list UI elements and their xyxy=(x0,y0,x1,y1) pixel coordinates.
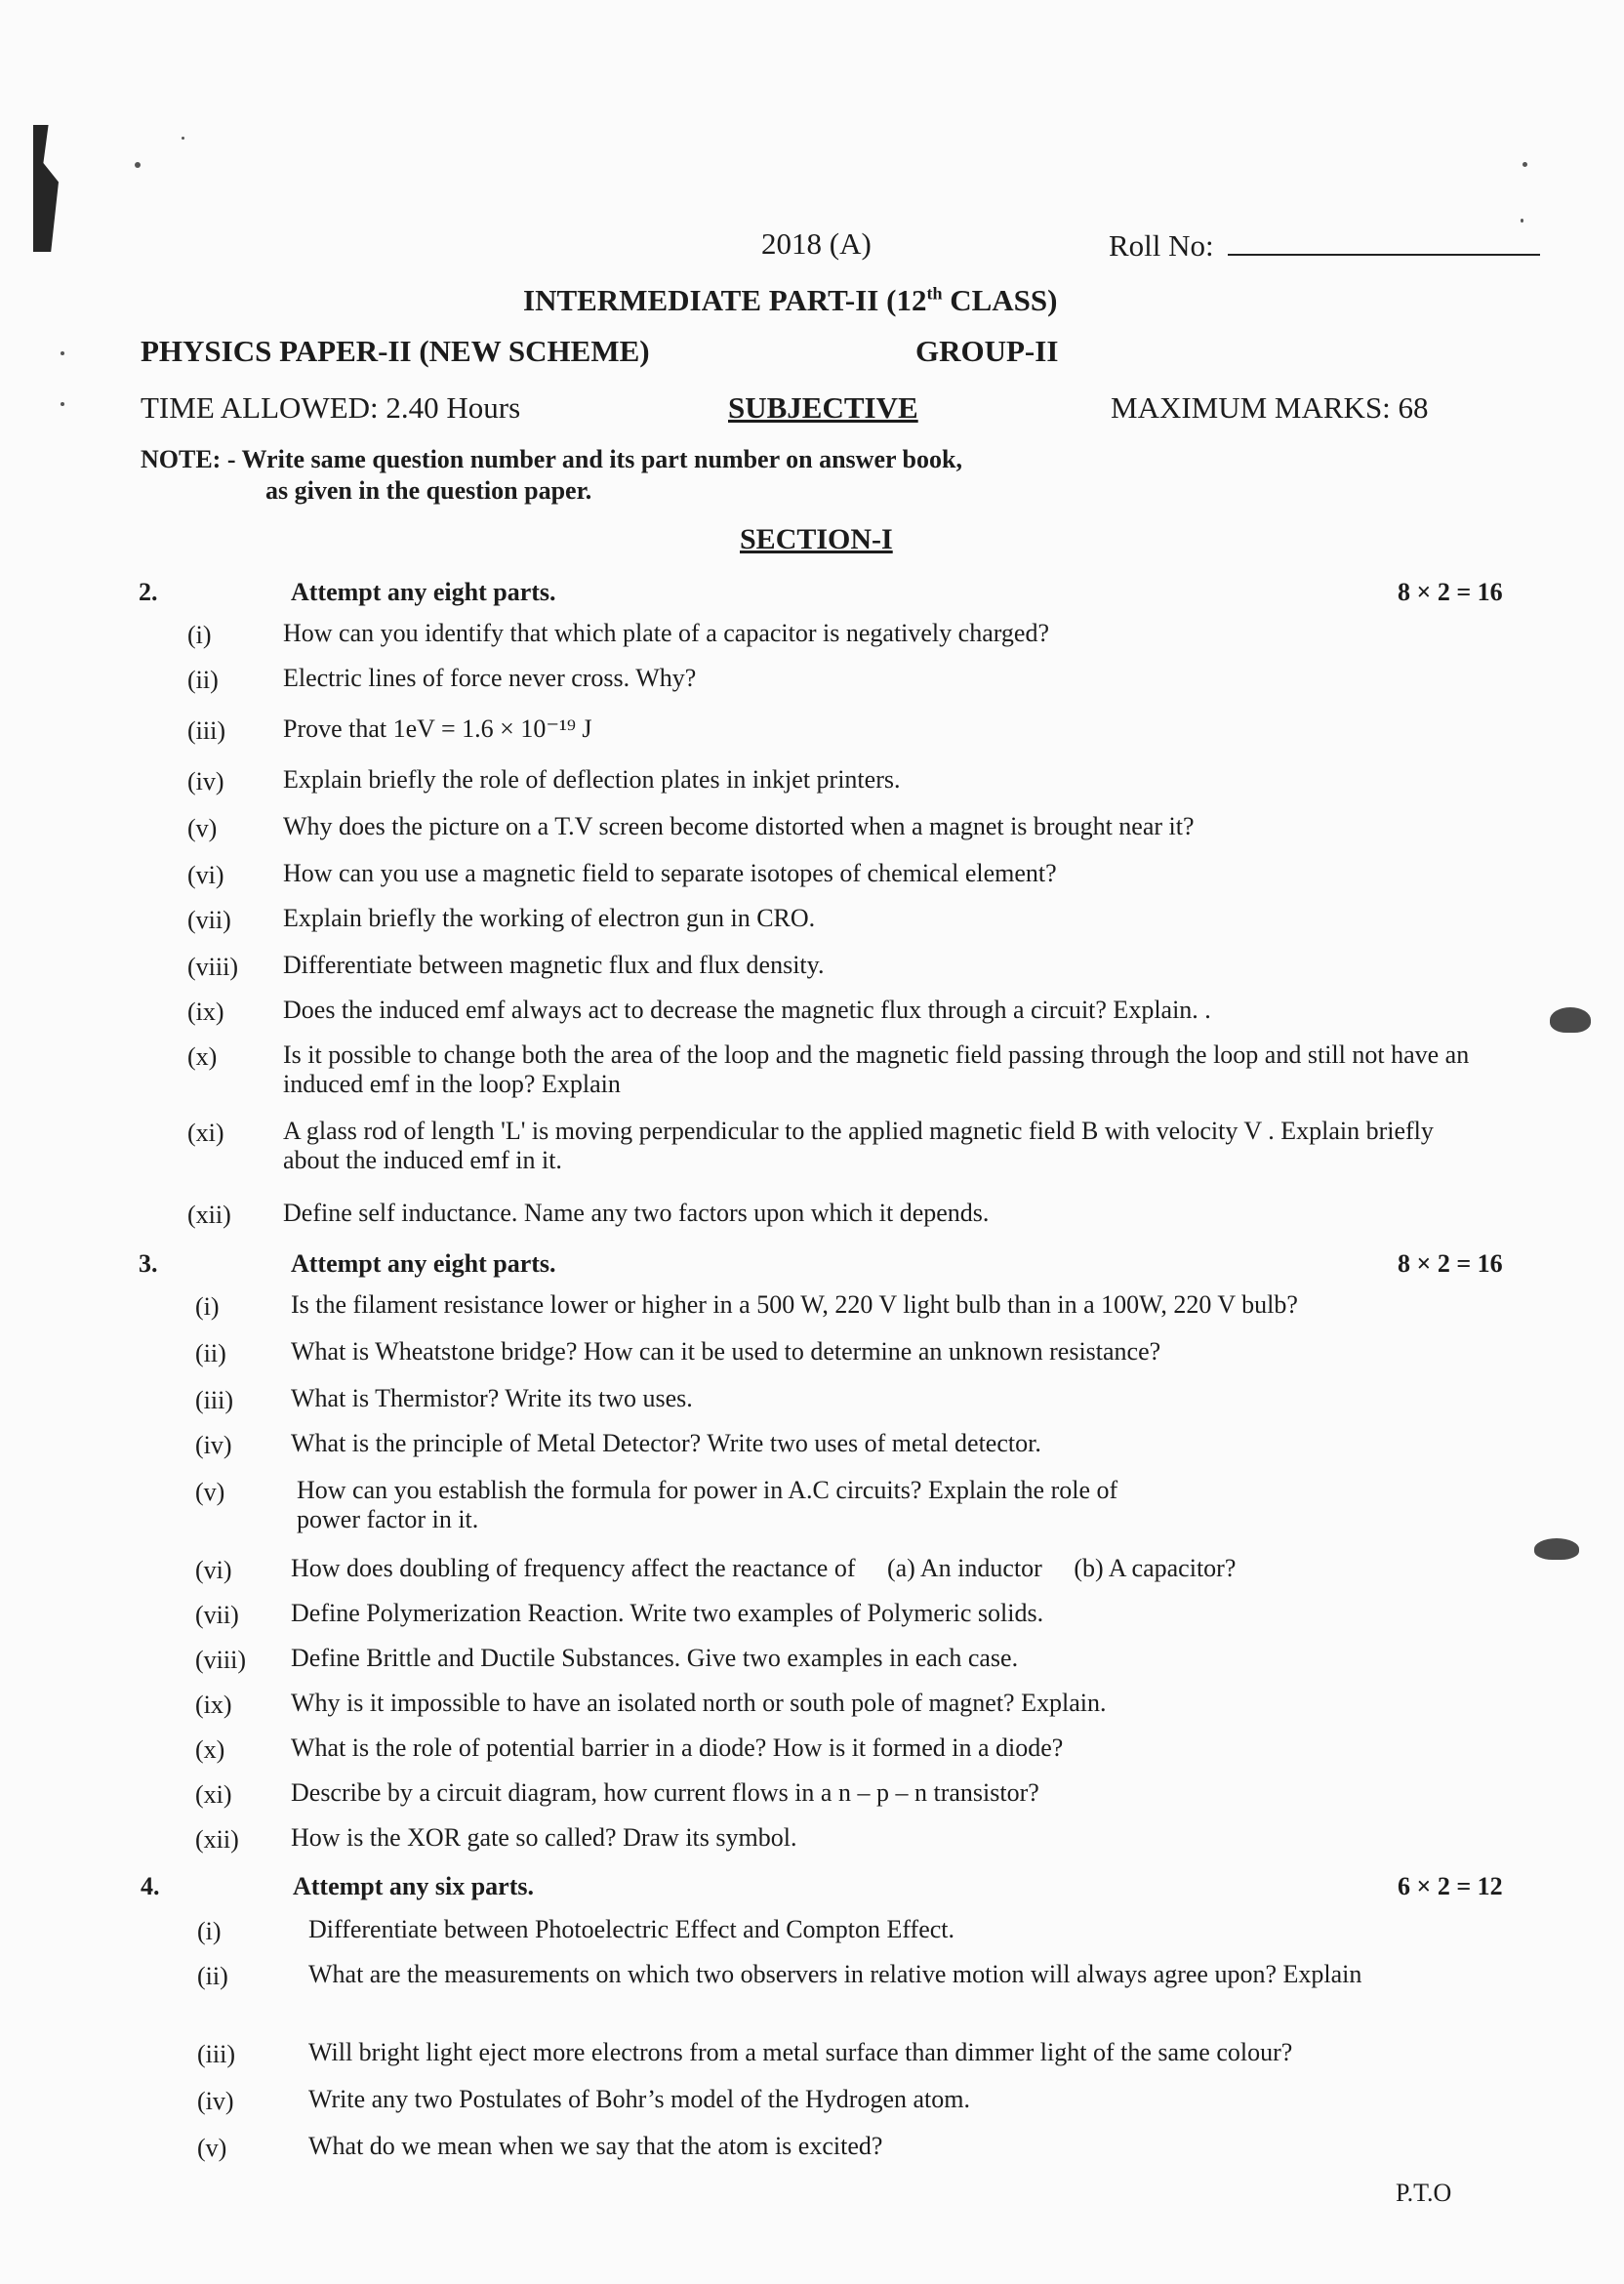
part-text: Why is it impossible to have an isolated north or south pole of magnet? Explain. xyxy=(291,1689,1107,1717)
scan-speck xyxy=(61,351,64,355)
roll-number-label: Roll No: xyxy=(1109,228,1214,263)
exam-title-class: CLASS) xyxy=(942,283,1058,317)
note-line-2: as given in the question paper. xyxy=(265,476,592,505)
scan-speck xyxy=(182,137,184,140)
part-number: (vii) xyxy=(195,1601,239,1629)
part-text: Define self inductance. Name any two factors upon which it depends. xyxy=(283,1199,990,1227)
part-number: (viii) xyxy=(187,953,238,981)
part-number: (ii) xyxy=(197,1962,228,1990)
part-text: Explain briefly the working of electron gun in CRO. xyxy=(283,904,816,932)
part-text: Differentiate between Photoelectric Effect and Compton Effect. xyxy=(308,1915,955,1943)
scan-speck xyxy=(61,402,64,406)
part-text: Describe by a circuit diagram, how current flows in a n – p – n transistor? xyxy=(291,1778,1039,1807)
paper-name: PHYSICS PAPER-II (NEW SCHEME) xyxy=(141,334,650,368)
part-text: Electric lines of force never cross. Why? xyxy=(283,664,697,692)
part-text: How can you use a magnetic field to separate isotopes of chemical element? xyxy=(283,859,1057,887)
part-text: A glass rod of length 'L' is moving perpendicular to the applied magnetic field B with velocity V . Explain briefly about the induced emf in it. xyxy=(283,1117,1434,1174)
part-text: What do we mean when we say that the atom is excited? xyxy=(308,2132,883,2160)
part-text: Does the induced emf always act to decrease the magnetic flux through a circuit? Explain. . xyxy=(283,996,1211,1024)
part-text: Explain briefly the role of deflection plates in inkjet printers. xyxy=(283,765,901,794)
part-number: (xi) xyxy=(187,1119,224,1147)
exam-title-main: INTERMEDIATE PART-II (12 xyxy=(523,283,927,317)
part-text: How can you identify that which plate of a capacitor is negatively charged? xyxy=(283,619,1050,647)
part-number: (v) xyxy=(197,2134,227,2162)
part-number: (i) xyxy=(197,1917,222,1945)
exam-year: 2018 (A) xyxy=(761,226,872,261)
note-line-1: NOTE: - Write same question number and its part number on answer book, xyxy=(141,445,962,473)
question-heading: Attempt any six parts. xyxy=(293,1872,534,1900)
question-marks: 8 × 2 = 16 xyxy=(1398,578,1503,606)
part-text: Write any two Postulates of Bohr’s model of the Hydrogen atom. xyxy=(308,2085,970,2113)
question-marks: 8 × 2 = 16 xyxy=(1398,1249,1503,1278)
part-text: Differentiate between magnetic flux and flux density. xyxy=(283,951,825,979)
part-number: (ii) xyxy=(195,1339,226,1367)
part-text: Why does the picture on a T.V screen become distorted when a magnet is brought near it? xyxy=(283,812,1195,840)
part-number: (iii) xyxy=(195,1386,233,1414)
roll-number-field[interactable] xyxy=(1109,226,1540,264)
part-number: (i) xyxy=(187,621,212,649)
question-heading: Attempt any eight parts. xyxy=(291,578,556,606)
part-text: How is the XOR gate so called? Draw its symbol. xyxy=(291,1823,797,1852)
part-number: (xi) xyxy=(195,1780,232,1809)
roll-number-line xyxy=(1228,226,1540,256)
part-text: Will bright light eject more electrons from a metal surface than dimmer light of the same colour? xyxy=(308,2038,1293,2066)
section-title: SECTION-I xyxy=(740,523,893,555)
part-text: What are the measurements on which two observers in relative motion will always agree upon? Explain xyxy=(308,1960,1362,1988)
group-label: GROUP-II xyxy=(915,334,1059,368)
part-number: (ix) xyxy=(187,998,224,1026)
part-number: (v) xyxy=(195,1478,225,1506)
paper-type: SUBJECTIVE xyxy=(728,390,918,425)
part-number: (iii) xyxy=(197,2040,235,2068)
scan-mark xyxy=(33,125,59,252)
exam-title xyxy=(523,283,1057,318)
part-number: (xii) xyxy=(187,1201,231,1229)
part-number: (iii) xyxy=(187,716,225,745)
scan-speck xyxy=(1521,219,1523,223)
part-number: (iv) xyxy=(187,767,224,795)
part-number: (x) xyxy=(195,1735,225,1764)
question-heading: Attempt any eight parts. xyxy=(291,1249,556,1278)
maximum-marks: MAXIMUM MARKS: 68 xyxy=(1111,390,1429,425)
part-number: (viii) xyxy=(195,1646,246,1674)
page-turn-note: P.T.O xyxy=(1396,2179,1452,2207)
part-number: (xii) xyxy=(195,1825,239,1854)
part-text: Is the filament resistance lower or higher in a 500 W, 220 V light bulb than in a 100W, 220 V bulb? xyxy=(291,1290,1298,1319)
question-marks: 6 × 2 = 12 xyxy=(1398,1872,1503,1900)
part-text: Define Polymerization Reaction. Write two examples of Polymeric solids. xyxy=(291,1599,1044,1627)
part-text: How can you establish the formula for power in A.C circuits? Explain the role of power factor in it. xyxy=(297,1476,1118,1533)
part-text: What is Wheatstone bridge? How can it be used to determine an unknown resistance? xyxy=(291,1337,1161,1366)
part-number: (vi) xyxy=(195,1556,232,1584)
part-text: Prove that 1eV = 1.6 × 10⁻¹⁹ J xyxy=(283,714,592,743)
scan-speck xyxy=(135,162,141,168)
part-number: (x) xyxy=(187,1042,218,1071)
part-number: (i) xyxy=(195,1292,220,1321)
part-number: (ix) xyxy=(195,1691,232,1719)
part-text: How does doubling of frequency affect the reactance of (a) An inductor (b) A capacitor? xyxy=(291,1554,1237,1582)
part-text: Define Brittle and Ductile Substances. Give two examples in each case. xyxy=(291,1644,1019,1672)
part-text: Is it possible to change both the area of the loop and the magnetic field passing through the loop and still not have an induced emf in the loop? Explain xyxy=(283,1040,1470,1098)
part-number: (vi) xyxy=(187,861,224,889)
part-text: What is the principle of Metal Detector? Write two uses of metal detector. xyxy=(291,1429,1041,1457)
part-number: (iv) xyxy=(195,1431,232,1459)
question-number: 3. xyxy=(139,1249,158,1278)
exam-title-sup: th xyxy=(926,283,943,304)
question-number: 2. xyxy=(139,578,158,606)
part-text: What is Thermistor? Write its two uses. xyxy=(291,1384,693,1412)
scan-speck xyxy=(1522,162,1527,167)
part-number: (ii) xyxy=(187,666,219,694)
time-allowed: TIME ALLOWED: 2.40 Hours xyxy=(141,390,521,425)
scan-blob xyxy=(1550,1007,1591,1033)
part-number: (v) xyxy=(187,814,218,842)
part-number: (vii) xyxy=(187,906,231,934)
part-text: What is the role of potential barrier in a diode? How is it formed in a diode? xyxy=(291,1733,1064,1762)
question-number: 4. xyxy=(141,1872,160,1900)
part-number: (iv) xyxy=(197,2087,234,2115)
